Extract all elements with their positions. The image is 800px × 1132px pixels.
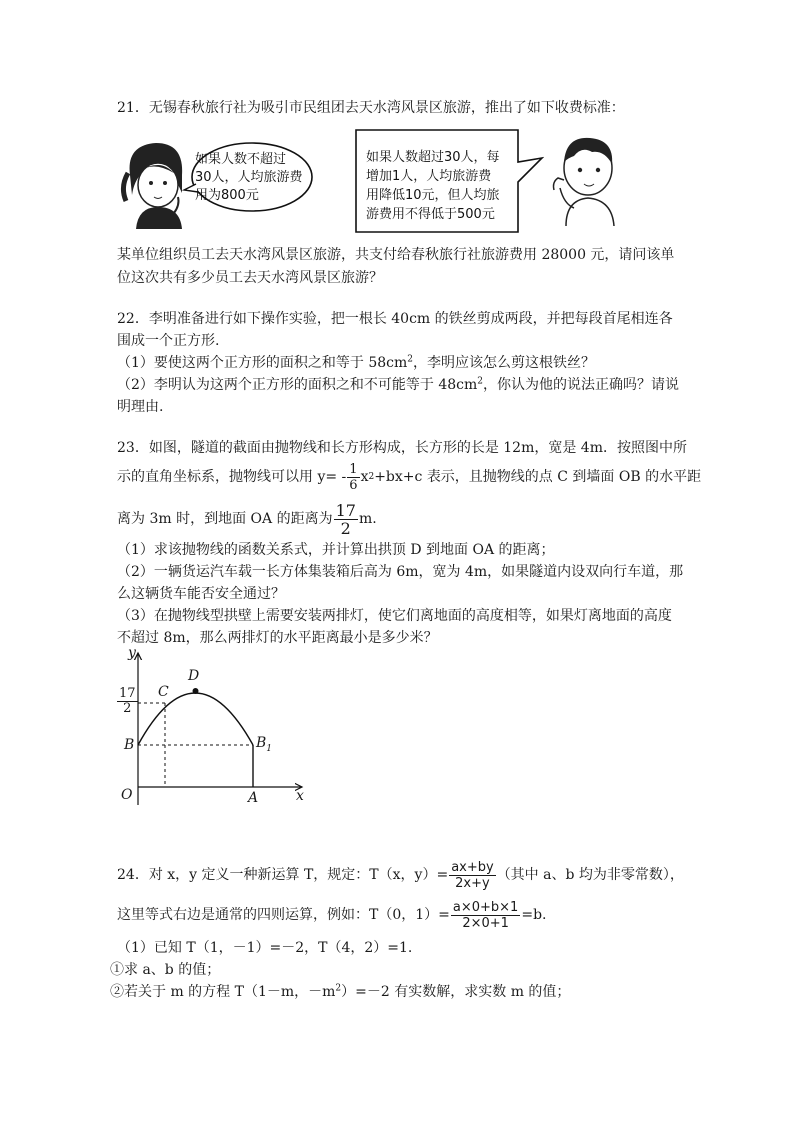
left-bubble-line: 30人，人均旅游费	[195, 170, 303, 185]
fig-label-d: D	[188, 668, 200, 684]
q24-line2: 这里等式右边是通常的四则运算，例如：T（0，1）= $\frac{a\times 0+b\times 1}{2\times 0+1}$ =b.	[117, 899, 547, 931]
fraction-one-sixth: $\frac{1}{6}$	[349, 461, 358, 493]
q21-line2: 某单位组织员工去天水湾风景区旅游，共支付给春秋旅行社旅游费用 28000 元，请问该单	[117, 247, 675, 263]
fig-label-o: O	[121, 787, 133, 803]
fig-label-y: y	[128, 645, 136, 661]
fig-label-b1: $B_1$	[256, 735, 273, 754]
q23-part3-cont: 不超过 8m，那么两排灯的水平距离最小是多少米？	[117, 630, 438, 646]
right-bubble-line: 如果人数超过30人，每	[366, 150, 500, 165]
parabola-arch	[138, 693, 253, 745]
q22-part2: （2）李明认为这两个正方形的面积之和不可能等于 $48cm^2$，你认为他的说法正确吗？请说	[117, 376, 680, 393]
fig-label-a: A	[248, 790, 259, 806]
left-bubble-line: 如果人数不超过	[195, 152, 287, 167]
fig-label-x: x	[296, 788, 304, 804]
boy-illustration	[548, 128, 628, 228]
q21-line3: 位这次共有多少员工去天水湾风景区旅游？	[117, 270, 383, 286]
q24-sub2: ②若关于 m 的方程 T（1－m，$-m^2)=-2$ 有实数解，求实数 m 的值；	[110, 983, 571, 1000]
fraction-seventeen-halves: $\frac{17}{2}$	[335, 500, 356, 538]
q23-part1: （1）求该抛物线的函数关系式，并计算出拱顶 D 到地面 OA 的距离；	[117, 542, 555, 558]
fig-label-c: C	[158, 684, 169, 700]
fig-label-b: B	[124, 737, 135, 753]
q23-line2: 示的直角坐标系，抛物线可以用 y= - $\frac{1}{6}$ x 2 +bx+c 表示，且抛物线的点 C 到墙面 OB 的水平距	[117, 461, 702, 493]
q21-line1: 21．无锡春秋旅行社为吸引市民组团去天水湾风景区旅游，推出了如下收费标准：	[117, 100, 625, 116]
q24-line1: 24．对 x，y 定义一种新运算 T，规定：T（x，y）= $\frac{ax+by}{2x+y}$ （其中 a、b 均为非零常数），	[117, 859, 684, 891]
q23-line1: 23．如图，隧道的截面由抛物线和长方形构成，长方形的长是 12m，宽是 4m．按照图中所	[117, 440, 687, 456]
q22-line2: 围成一个正方形.	[117, 333, 220, 349]
point-d	[193, 688, 199, 694]
q22-line1: 22．李明准备进行如下操作实验，把一根长 40cm 的铁丝剪成两段，并把每段首尾相连各	[117, 311, 673, 327]
q22-part1: （1）要使这两个正方形的面积之和等于 $58cm^2$，李明应该怎么剪这根铁丝？	[117, 354, 596, 371]
q23-line3: 离为 3m 时，到地面 OA 的距离为 $\frac{17}{2}$ m.	[117, 500, 377, 538]
fraction-example: $\frac{a\times 0+b\times 1}{2\times 0+1}$	[452, 899, 519, 931]
tunnel-figure	[110, 645, 320, 815]
right-bubble-line: 增加1人，人均旅游费	[366, 169, 492, 184]
left-bubble-line: 用为800元	[195, 188, 259, 203]
right-bubble-line: 用降低10元，但人均旅	[366, 188, 500, 203]
q23-part2: （2）一辆货运汽车载一长方体集装箱后高为 6m，宽为 4m，如果隧道内设双向行车道，那	[117, 564, 684, 580]
q24-sub1: ①求 a、b 的值；	[110, 962, 221, 978]
fraction-definition: $\frac{ax+by}{2x+y}$	[451, 859, 494, 891]
right-bubble-line: 游费用不得低于500元	[366, 207, 495, 222]
q22-part2-cont: 明理由.	[117, 399, 164, 415]
fig-label-seventeen-halves: $\frac{17}{2}$	[119, 686, 136, 716]
q23-part2-cont: 么这辆货车能否安全通过？	[117, 586, 285, 602]
q24-part1: （1）已知 T（1，－1）=－2，T（4，2）=1.	[117, 940, 413, 956]
q23-part3: （3）在抛物线型拱壁上需要安装两排灯，使它们离地面的高度相等，如果灯离地面的高度	[117, 608, 672, 624]
